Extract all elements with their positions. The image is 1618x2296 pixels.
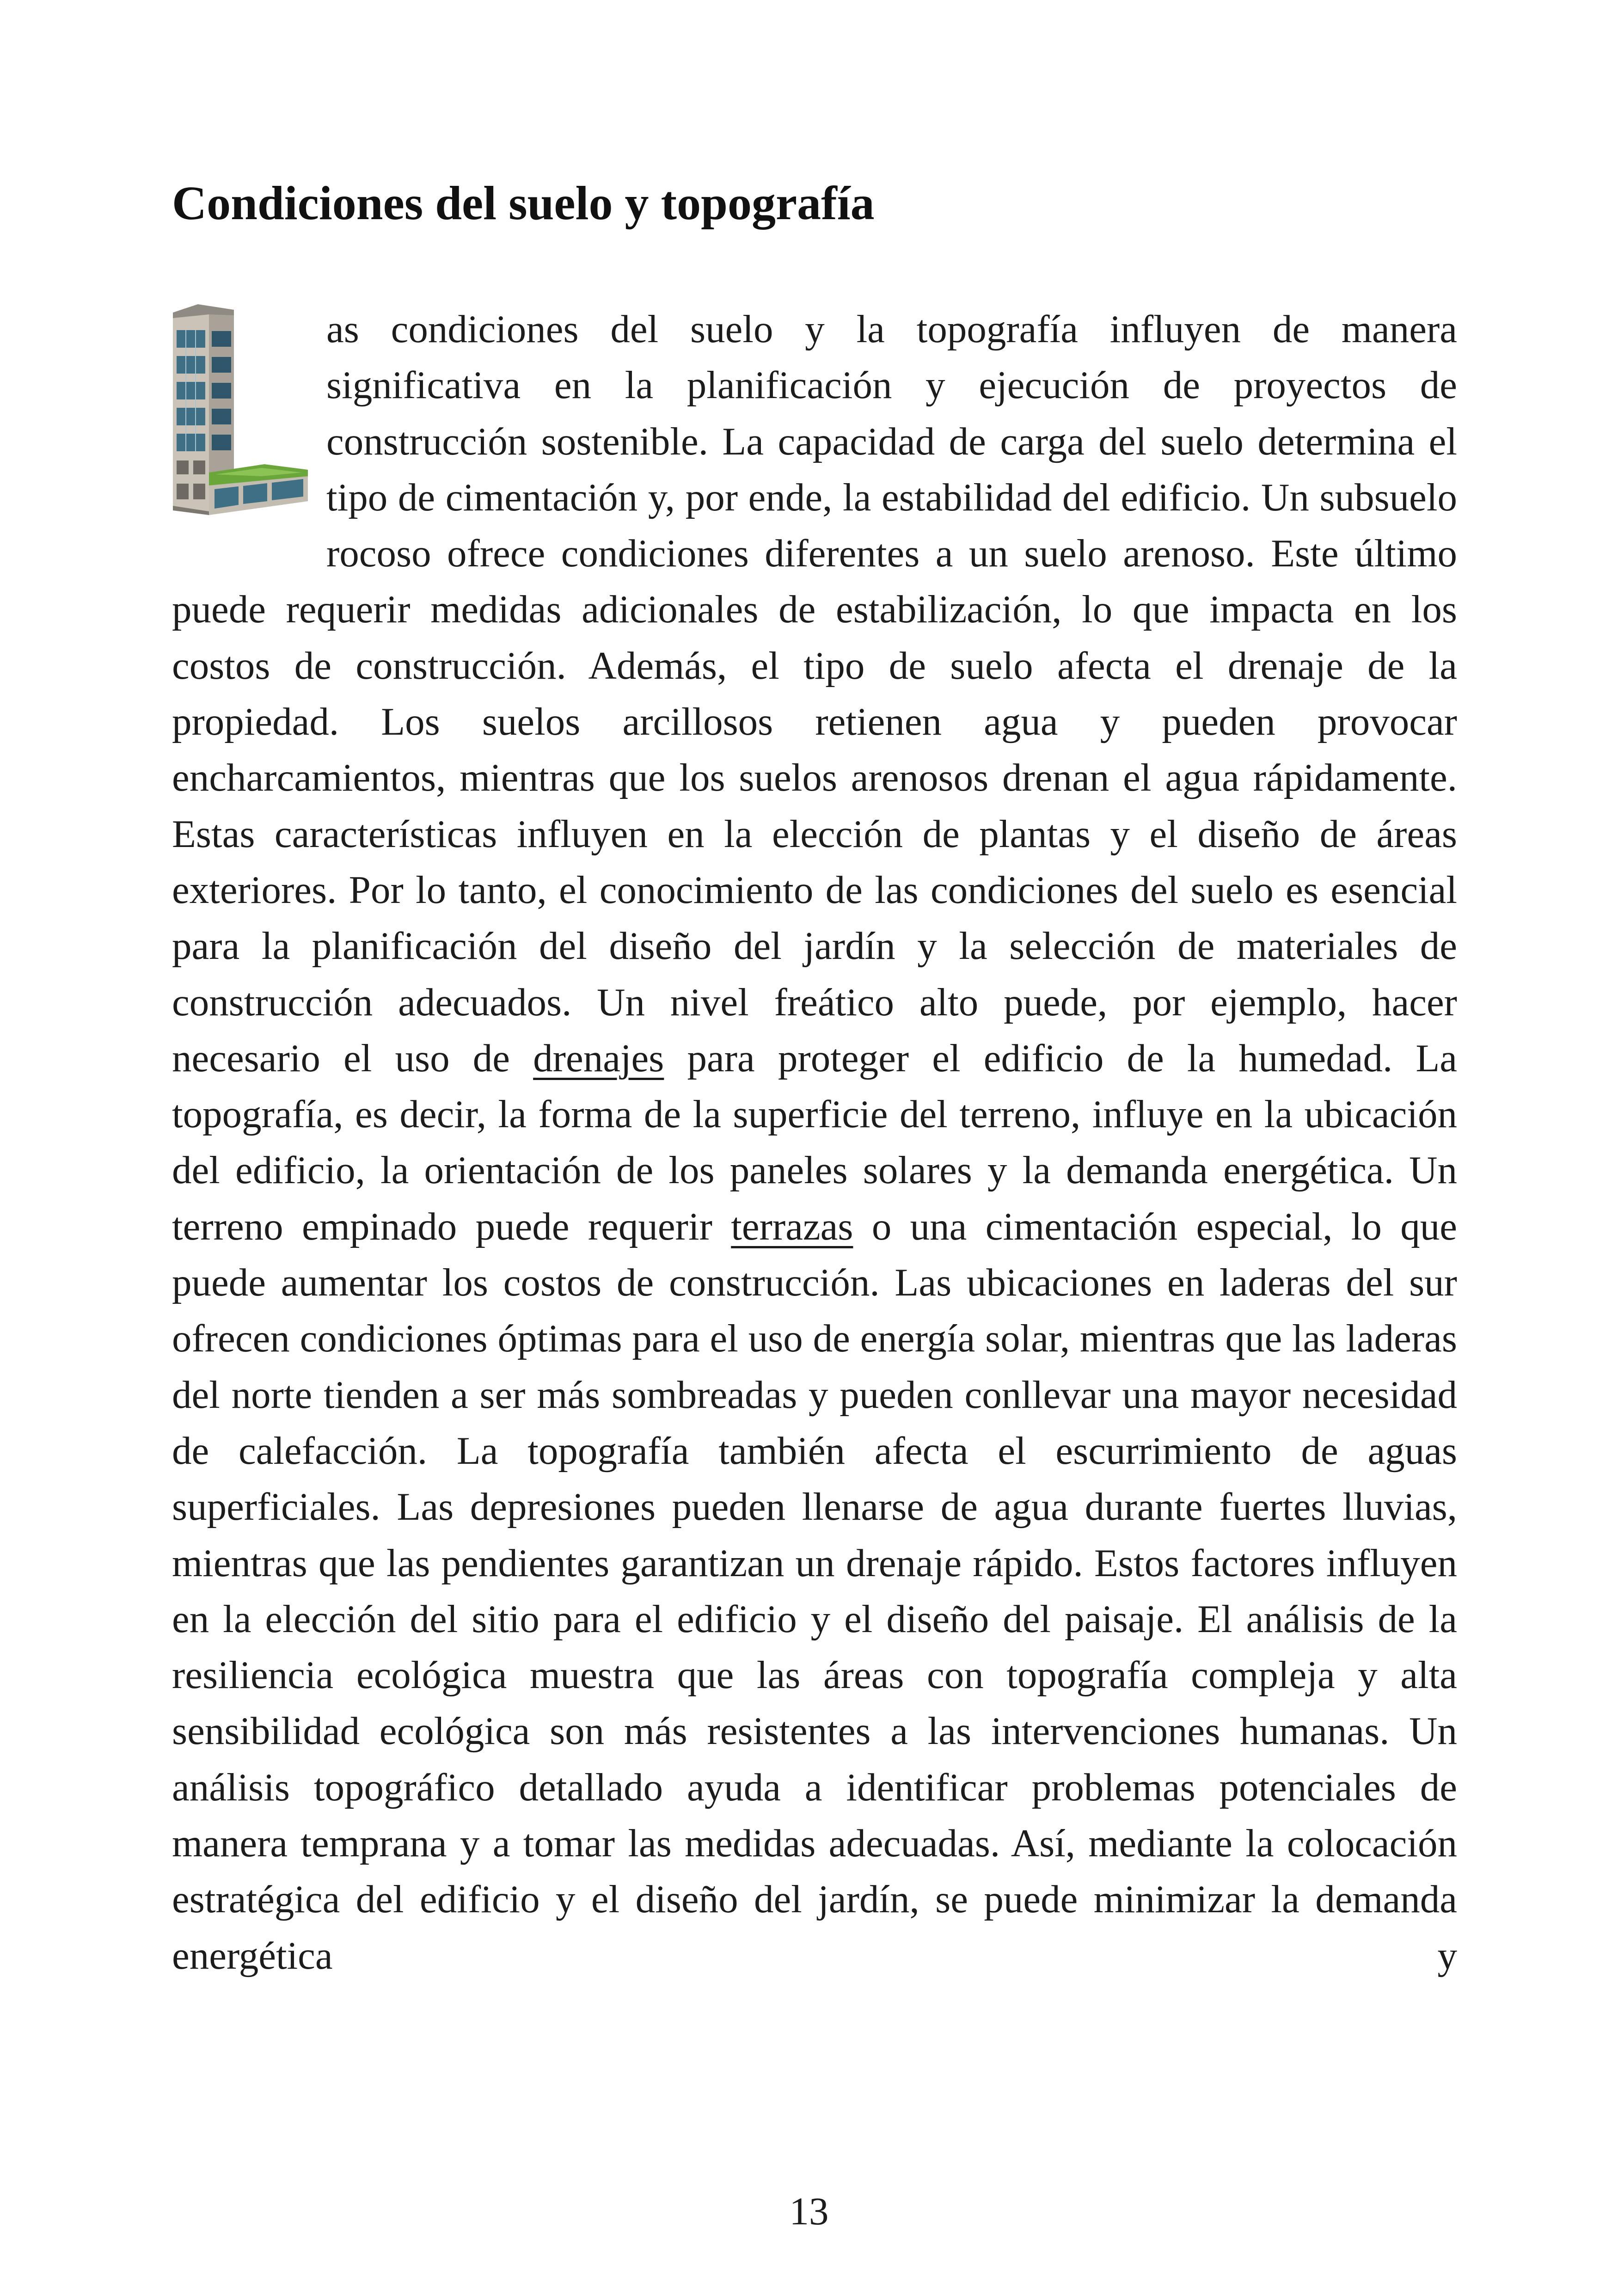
highlighted-term-drenajes[interactable]: drenajes: [533, 1036, 664, 1080]
body-paragraph: as condiciones del suelo y la topografía influyen de manera significativa en la planificación y ejecución de proyectos de construcción sostenible. La capacidad de carga del suelo determina el tipo de cimentación y, por ende, la estabilidad del edificio. Un subsuelo rocoso ofrece condiciones diferentes a un suelo arenoso. Este último puede requerir medidas adicionales de estabilización, lo que impacta en los costos de construcción. Además, el tipo de suelo afecta el drenaje de la propiedad. Los suelos arcillosos retienen agua y pueden provocar encharcamientos, mientras que los suelos arenosos drenan el agua rápidamente. Estas características influyen en la elección de plantas y el diseño de áreas exteriores. Por lo tanto, el conocimiento de las condiciones del suelo es esencial para la planificación del diseño del jardín y la selección de materiales de construcción adecuados. Un nivel freático alto puede, por ejemplo, hacer necesario el uso de drenajes para proteger el edificio de la humedad. La topografía, es decir, la forma de la superficie del terreno, influye en la ubicación del edificio, la orientación de los paneles solares y la demanda energética. Un terreno empinado puede requerir terrazas o una cimentación especial, lo que puede aumentar los costos de construcción. Las ubicaciones en laderas del sur ofrecen condiciones óptimas para el uso de energía solar, mientras que las laderas del norte tienden a ser más sombreadas y pueden conllevar una mayor necesidad de calefacción. La topografía también afecta el escurrimiento de aguas superficiales. Las depresiones pueden llenarse de agua durante fuertes lluvias, mientras que las pendientes garantizan un drenaje rápido. Estos factores influyen en la elección del sitio para el edificio y el diseño del paisaje. El análisis de la resiliencia ecológica muestra que las áreas con topografía compleja y alta sensibilidad ecológica son más resistentes a las intervenciones humanas. Un análisis topográfico detallado ayuda a identificar problemas potenciales de manera temprana y a tomar las medidas adecuadas. Así, mediante la colocación estratégica del edificio y el diseño del jardín, se puede minimizar la demanda energética y: [172, 301, 1457, 1984]
building-letter-L-icon: [169, 302, 308, 526]
highlighted-term-terrazas[interactable]: terrazas: [731, 1204, 853, 1248]
page-title: Condiciones del suelo y topografía: [172, 177, 875, 230]
page-number: 13: [789, 2190, 829, 2233]
